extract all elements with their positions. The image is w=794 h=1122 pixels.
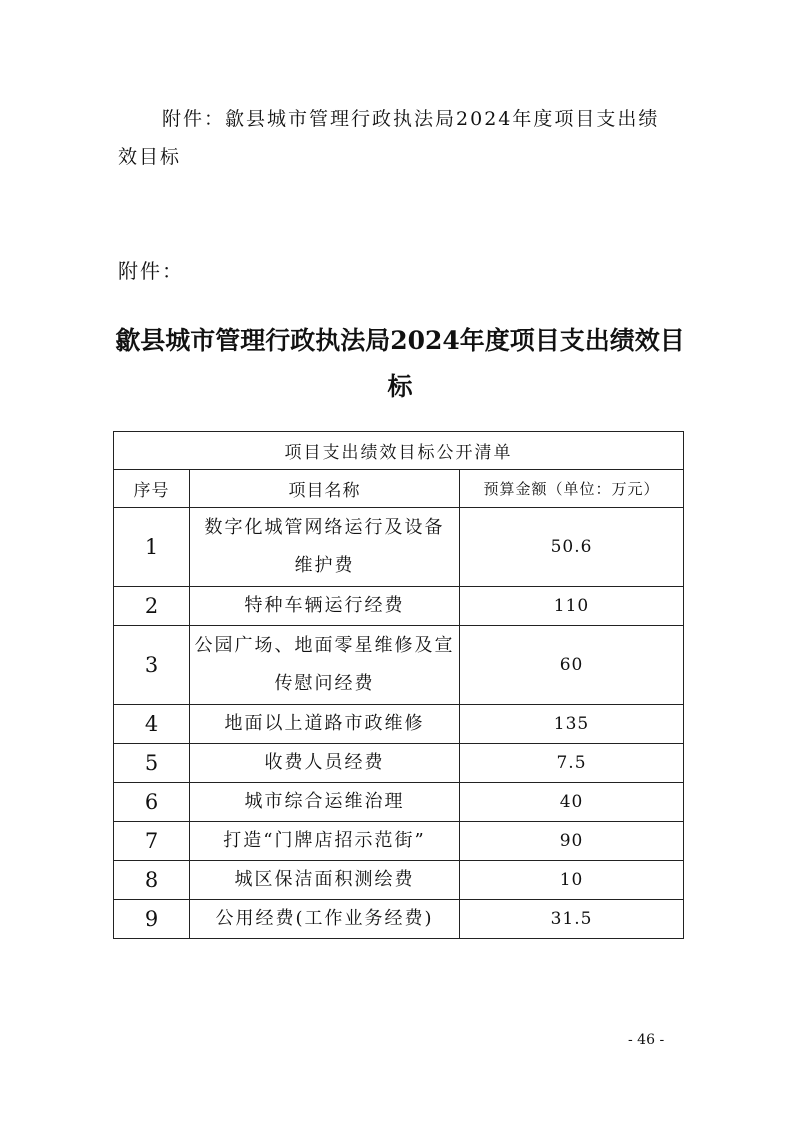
header-name: 项目名称	[190, 470, 460, 508]
header-amount: 预算金额（单位：万元）	[460, 470, 684, 508]
row-seq: 3	[114, 626, 190, 705]
table-row	[114, 626, 684, 705]
row-name: 特种车辆运行经费	[190, 587, 460, 626]
attachment-label: 附件：	[118, 259, 184, 283]
row-name: 城市综合运维治理	[190, 783, 460, 822]
intro-paragraph	[118, 100, 678, 176]
table-row	[114, 900, 684, 939]
row-amount: 40	[460, 783, 684, 822]
table-row	[114, 508, 684, 587]
header-seq: 序号	[114, 470, 190, 508]
row-seq: 5	[114, 744, 190, 783]
row-seq: 6	[114, 783, 190, 822]
row-amount: 31.5	[460, 900, 684, 939]
intro-lead: 附件	[162, 108, 205, 130]
row-name: 数字化城管网络运行及设备维护费	[190, 508, 460, 587]
row-amount: 110	[460, 587, 684, 626]
row-name: 公用经费(工作业务经费)	[190, 900, 460, 939]
table-row	[114, 705, 684, 744]
row-name: 打造“门牌店招示范街”	[190, 822, 460, 861]
table-caption-row	[114, 432, 684, 470]
table-row	[114, 587, 684, 626]
row-amount: 60	[460, 626, 684, 705]
row-amount: 7.5	[460, 744, 684, 783]
row-seq: 7	[114, 822, 190, 861]
row-seq: 2	[114, 587, 190, 626]
document-title: 歙县城市管理行政执法局2024年度项目支出绩效目标	[115, 326, 685, 401]
page-number: - 46 -	[628, 1032, 665, 1048]
row-seq: 4	[114, 705, 190, 744]
row-name: 公园广场、地面零星维修及宣传慰问经费	[190, 626, 460, 705]
budget-table	[113, 431, 684, 939]
row-amount: 10	[460, 861, 684, 900]
row-name: 城区保洁面积测绘费	[190, 861, 460, 900]
row-seq: 9	[114, 900, 190, 939]
row-seq: 8	[114, 861, 190, 900]
row-amount: 135	[460, 705, 684, 744]
row-name: 地面以上道路市政维修	[190, 705, 460, 744]
row-amount: 50.6	[460, 508, 684, 587]
row-seq: 1	[114, 508, 190, 587]
table-row	[114, 822, 684, 861]
table-row	[114, 783, 684, 822]
table-row	[114, 744, 684, 783]
row-amount: 90	[460, 822, 684, 861]
table-header-row	[114, 470, 684, 508]
table-caption: 项目支出绩效目标公开清单	[114, 432, 684, 470]
intro-text: 歙县城市管理行政执法局2024年度项目支出绩效目标	[118, 108, 660, 168]
table-row	[114, 861, 684, 900]
intro-colon: ：	[204, 108, 226, 130]
row-name: 收费人员经费	[190, 744, 460, 783]
